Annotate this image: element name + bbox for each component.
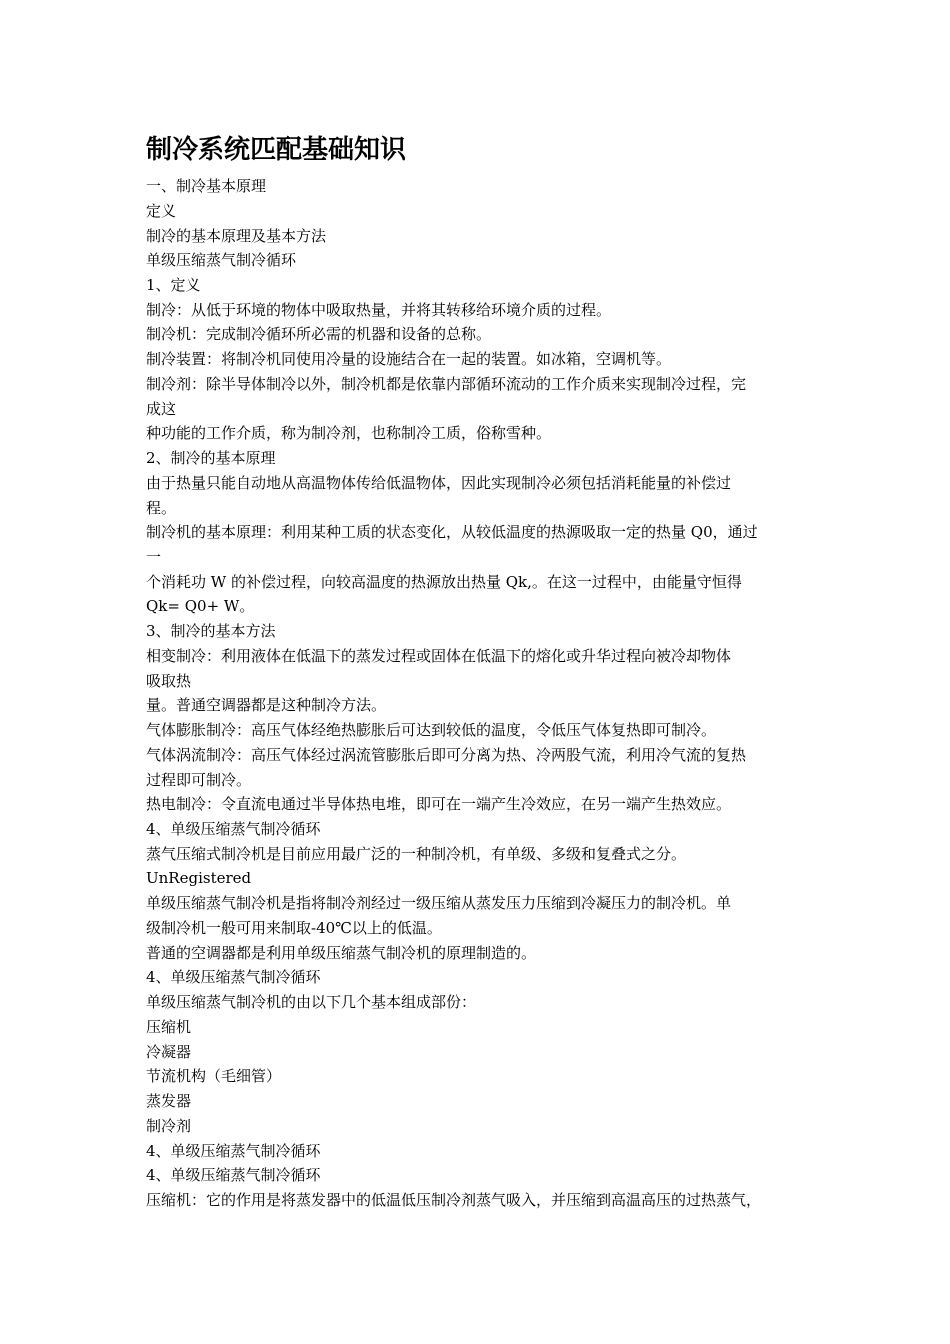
body-line: 个消耗功 W 的补偿过程，向较高温度的热源放出热量 Qk,。在这一过程中，由能量守恒得 xyxy=(146,572,742,591)
body-line: 量。普通空调器都是这种制冷方法。 xyxy=(146,696,387,715)
body-line: 4、单级压缩蒸气制冷循环 xyxy=(146,1141,321,1160)
body-line: 定义 xyxy=(146,201,177,220)
body-line: 压缩机：它的作用是将蒸发器中的低温低压制冷剂蒸气吸入，并压缩到高温高压的过热蒸气， xyxy=(146,1190,762,1209)
body-line: 气体涡流制冷：高压气体经过涡流管膨胀后即可分离为热、冷两股气流，利用冷气流的复热 xyxy=(146,745,747,764)
body-line: 过程即可制冷。 xyxy=(146,770,252,789)
document-title: 制冷系统匹配基础知识 xyxy=(146,135,407,165)
body-line: 单级压缩蒸气制冷机的由以下几个基本组成部份： xyxy=(146,993,477,1012)
body-line: UnRegistered xyxy=(146,869,252,888)
body-line: 压缩机 xyxy=(146,1017,192,1036)
body-line: 热电制冷：令直流电通过半导体热电堆，即可在一端产生冷效应，在另一端产生热效应。 xyxy=(146,795,732,814)
body-line: 蒸发器 xyxy=(146,1092,192,1110)
body-line: 1、定义 xyxy=(146,275,201,294)
body-line: 节流机构（毛细管） xyxy=(146,1067,282,1086)
body-line: 4、单级压缩蒸气制冷循环 xyxy=(146,820,321,838)
body-line: 蒸气压缩式制冷机是目前应用最广泛的一种制冷机，有单级、多级和复叠式之分。 xyxy=(146,844,687,863)
body-line: 气体膨胀制冷：高压气体经绝热膨胀后可达到较低的温度，令低压气体复热即可制冷。 xyxy=(146,721,717,740)
body-line: 单级压缩蒸气制冷循环 xyxy=(146,251,297,270)
body-line: 4、单级压缩蒸气制冷循环 xyxy=(146,1166,321,1185)
body-line: 制冷机的基本原理：利用某种工质的状态变化，从较低温度的热源吸取一定的热量 Q0，通过 xyxy=(146,523,758,542)
body-line: 2、制冷的基本原理 xyxy=(146,449,276,467)
body-line: 由于热量只能自动地从高温物体传给低温物体，因此实现制冷必须包括消耗能量的补偿过 xyxy=(146,473,732,492)
body-line: 制冷装置：将制冷机同使用冷量的设施结合在一起的装置。如冰箱，空调机等。 xyxy=(146,350,672,369)
body-line: 一 xyxy=(146,548,162,566)
body-line: 冷凝器 xyxy=(146,1042,192,1061)
body-line: 制冷机：完成制冷循环所必需的机器和设备的总称。 xyxy=(146,325,492,344)
body-line: 程。 xyxy=(146,498,177,517)
body-line: 级制冷机一般可用来制取-40℃以上的低温。 xyxy=(146,918,442,937)
body-line: 普通的空调器都是利用单级压缩蒸气制冷机的原理制造的。 xyxy=(146,943,537,962)
body-line: 制冷剂：除半导体制冷以外，制冷机都是依靠内部循环流动的工作介质来实现制冷过程，完 xyxy=(146,374,747,393)
body-line: Qk= Q0+ W。 xyxy=(146,597,255,616)
body-line: 3、制冷的基本方法 xyxy=(146,622,276,641)
body-line: 成这 xyxy=(146,399,177,418)
body-line: 4、单级压缩蒸气制冷循环 xyxy=(146,968,321,987)
body-line: 制冷：从低于环境的物体中吸取热量，并将其转移给环境介质的过程。 xyxy=(146,300,612,319)
body-line: 吸取热 xyxy=(146,671,192,690)
body-line: 制冷剂 xyxy=(146,1116,192,1135)
body-line: 单级压缩蒸气制冷机是指将制冷剂经过一级压缩从蒸发压力压缩到冷凝压力的制冷机。单 xyxy=(146,894,732,913)
body-line: 制冷的基本原理及基本方法 xyxy=(146,226,327,245)
body-line: 种功能的工作介质，称为制冷剂，也称制冷工质，俗称雪种。 xyxy=(146,424,552,443)
body-line: 一、制冷基本原理 xyxy=(146,177,267,195)
body-line: 相变制冷：利用液体在低温下的蒸发过程或固体在低温下的熔化或升华过程向被冷却物体 xyxy=(146,646,732,665)
